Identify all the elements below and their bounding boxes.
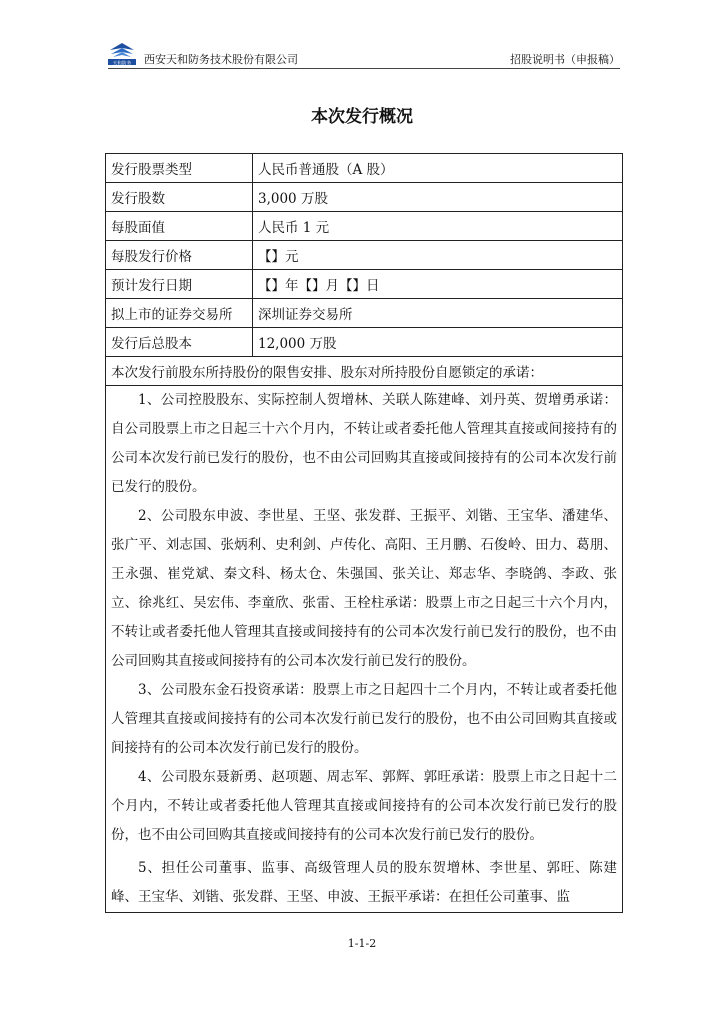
lockup-paragraph-5: 5、担任公司董事、监事、高级管理人员的股东贺增林、李世星、郭旺、陈建峰、王宝华、刘锴、张发群、王坚、申波、王振平承诺：在担任公司董事、监	[111, 860, 617, 905]
row-label: 每股面值	[106, 212, 253, 241]
table-row	[106, 328, 623, 357]
lockup-intro-row	[106, 357, 623, 386]
lockup-paragraph-3: 3、公司股东金石投资承诺：股票上市之日起四十二个月内，不转让或者委托他人管理其直接或间接持有的公司本次发行前已发行的股份，也不由公司回购其直接或间接持有的公司本次发行前已发行的股份。	[111, 682, 617, 756]
page-header	[108, 40, 620, 69]
lockup-body-row	[106, 386, 623, 913]
page-number: 1-1-2	[347, 937, 377, 950]
logo-text: 天和防务	[112, 61, 132, 66]
lockup-paragraph-1: 1、公司控股股东、实际控制人贺增林、关联人陈建峰、刘丹英、贺增勇承诺：自公司股票上市之日起三十六个月内，不转让或者委托他人管理其直接或间接持有的公司本次发行前已发行的股份，也不由公司回购其直接或间接持有的公司本次发行前已发行的股份。	[111, 392, 617, 495]
row-label: 发行后总股本	[106, 328, 253, 357]
row-value: 【】元	[253, 241, 623, 270]
lockup-paragraph-2: 2、公司股东申波、李世星、王坚、张发群、王振平、刘锴、王宝华、潘建华、张广平、刘志国、张炳利、史利剑、卢传化、高阳、王月鹏、石俊岭、田力、葛朋、王永强、崔党斌、秦文科、杨太仓、朱强国、张关让、郑志华、李晓鸽、李政、张立、徐兆红、吴宏伟、李童欣、张雷、王栓柱承诺：股票上市之日起三十六个月内，不转让或者委托他人管理其直接或间接持有的公司本次发行前已发行的股份，也不由公司回购其直接或间接持有的公司本次发行前已发行的股份。	[111, 508, 617, 669]
company-logo-icon	[108, 40, 136, 66]
lockup-paragraph-4: 4、公司股东聂新勇、赵项题、周志军、郭辉、郭旺承诺：股票上市之日起十二个月内，不转让或者委托他人管理其直接或间接持有的公司本次发行前已发行的股份，也不由公司回购其直接或间接持有的公司本次发行前已发行的股份。	[111, 769, 617, 843]
row-value: 人民币 1 元	[253, 212, 623, 241]
table-row	[106, 154, 623, 183]
page-title: 本次发行概况	[311, 107, 413, 127]
row-value: 人民币普通股（A 股）	[253, 154, 623, 183]
lockup-body	[106, 386, 623, 913]
table-row	[106, 183, 623, 212]
offering-summary-table	[105, 153, 623, 913]
row-label: 每股发行价格	[106, 241, 253, 270]
row-label: 发行股票类型	[106, 154, 253, 183]
table-row	[106, 299, 623, 328]
table-row	[106, 212, 623, 241]
row-value: 深圳证券交易所	[253, 299, 623, 328]
table-row	[106, 241, 623, 270]
company-name: 西安天和防务技术股份有限公司	[144, 53, 298, 66]
document-type: 招股说明书（申报稿）	[510, 53, 620, 66]
row-value: 【】年【】月【】日	[253, 270, 623, 299]
row-label: 预计发行日期	[106, 270, 253, 299]
table-row	[106, 270, 623, 299]
row-value: 3,000 万股	[253, 183, 623, 212]
row-label: 拟上市的证券交易所	[106, 299, 253, 328]
lockup-intro: 本次发行前股东所持股份的限售安排、股东对所持股份自愿锁定的承诺：	[106, 357, 623, 386]
row-label: 发行股数	[106, 183, 253, 212]
row-value: 12,000 万股	[253, 328, 623, 357]
